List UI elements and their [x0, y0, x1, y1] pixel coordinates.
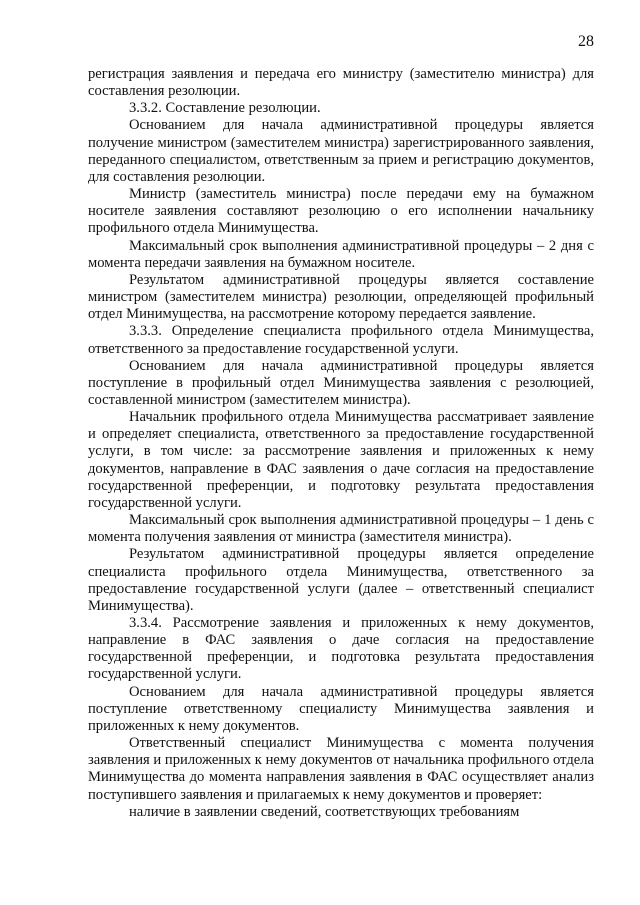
- paragraph: Начальник профильного отдела Минимущества рассматривает заявление и определяет специалиста, ответственного за предоставление государственной услуги, в том числе: за рассмотрение заявления и приложенных к нему документов, направление в ФАС заявления о даче согласия на предоставление государственной преференции, и подготовку результата предоставления государственной услуги.: [88, 409, 594, 511]
- paragraph: Министр (заместитель министра) после передачи ему на бумажном носителе заявления составляют резолюцию о его исполнении начальнику профильного отдела Минимущества.: [88, 186, 594, 237]
- paragraph: Максимальный срок выполнения административной процедуры – 2 дня с момента передачи заявления на бумажном носителе.: [88, 237, 594, 271]
- paragraph: Основанием для начала административной процедуры является поступление ответственному специалисту Минимущества заявления и приложенных к нему документов.: [88, 683, 594, 734]
- paragraph: Основанием для начала административной процедуры является получение министром (заместителем министра) зарегистрированного заявления, переданного специалистом, ответственным за прием и регистрацию документов, для составления резолюции.: [88, 117, 594, 185]
- paragraph: регистрация заявления и передача его министру (заместителю министра) для составления резолюции.: [88, 66, 594, 100]
- document-body: [88, 66, 594, 821]
- page-number: 28: [578, 33, 594, 50]
- paragraph: наличие в заявлении сведений, соответствующих требованиям: [129, 803, 520, 820]
- section-heading: 3.3.2. Составление резолюции.: [129, 100, 321, 117]
- paragraph: Максимальный срок выполнения административной процедуры – 1 день с момента получения заявления от министра (заместителя министра).: [88, 512, 594, 546]
- paragraph: Результатом административной процедуры является составление министром (заместителем министра) резолюции, определяющей профильный отдел Минимущества, на рассмотрение которому передается заявление.: [88, 271, 594, 323]
- section-heading: 3.3.4. Рассмотрение заявления и приложенных к нему документов, направление в ФАС заявления о даче согласия на предоставление государственной преференции, и подготовка результата предоставления государственной услуги.: [88, 615, 594, 683]
- paragraph: Основанием для начала административной процедуры является поступление в профильный отдел Минимущества заявления с резолюцией, составленной министром (заместителем министра).: [88, 357, 594, 408]
- paragraph: Результатом административной процедуры является определение специалиста профильного отдела Минимущества, ответственного за предоставление государственной услуги (далее – ответственный специалист Минимущества).: [88, 546, 594, 614]
- section-heading: 3.3.3. Определение специалиста профильного отдела Минимущества, ответственного за предоставление государственной услуги.: [88, 323, 594, 357]
- paragraph: Ответственный специалист Минимущества с момента получения заявления и приложенных к нему документов от начальника профильного отдела Минимущества до момента направления заявления в ФАС осуществляет анализ поступившего заявления и прилагаемых к нему документов и проверяет:: [88, 735, 594, 803]
